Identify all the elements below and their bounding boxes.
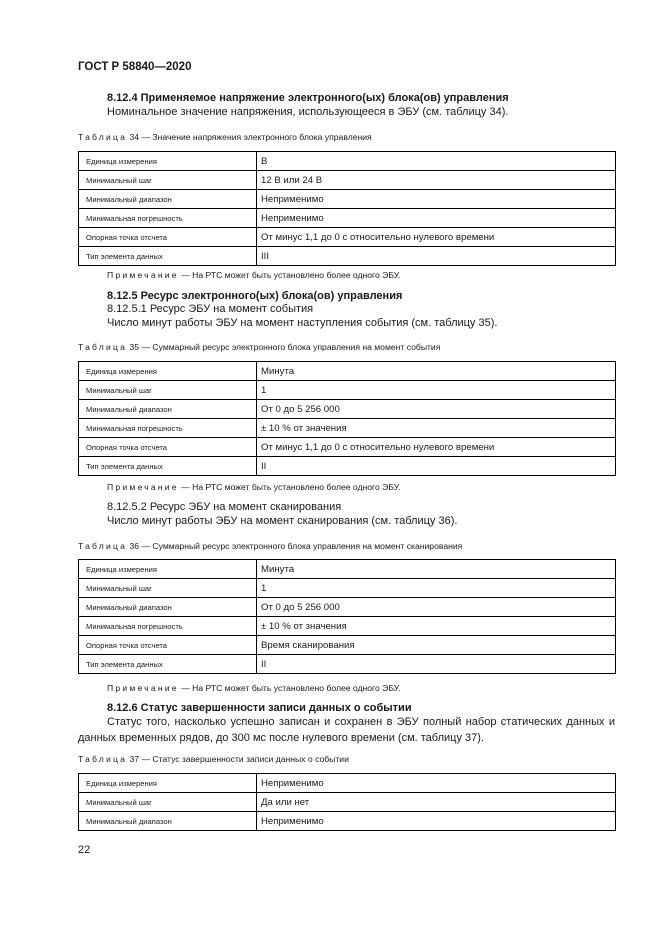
table-cell-value: II (257, 655, 616, 674)
table-cell-parameter: Минимальный диапазон (79, 812, 257, 831)
table-cell-parameter: Тип элемента данных (79, 655, 257, 674)
table-row (79, 400, 616, 419)
table-cell-value: 1 (257, 381, 616, 400)
section-heading-8-12-4: 8.12.4 Применяемое напряжение электронного(ых) блока(ов) управления (107, 92, 509, 104)
subsection-heading-8-12-5-1: 8.12.5.1 Ресурс ЭБУ на момент события (107, 303, 314, 315)
table-caption-text: 35 — Суммарный ресурс электронного блока управления на момент события (127, 342, 441, 352)
table-row (79, 247, 616, 266)
table-cell-value: От минус 1,1 до 0 с относительно нулевого времени (257, 228, 616, 247)
table-cell-value: ± 10 % от значения (257, 617, 616, 636)
table-cell-parameter: Минимальная погрешность (79, 419, 257, 438)
table-cell-value: ± 10 % от значения (257, 419, 616, 438)
table-row (79, 209, 616, 228)
table-cell-value: 12 В или 24 В (257, 171, 616, 190)
table-caption-text: 36 — Суммарный ресурс электронного блока управления на момент сканирования (127, 541, 463, 551)
table-cell-parameter: Минимальный диапазон (79, 400, 257, 419)
table-cell-parameter: Минимальная погрешность (79, 209, 257, 228)
table-row (79, 457, 616, 476)
table-cell-parameter: Единица измерения (79, 152, 257, 171)
table-cell-value: 1 (257, 579, 616, 598)
section-text-8-12-6: Статус того, насколько успешно записан и сохранен в ЭБУ полный набор статических данных и данных временных рядов, до 300 мс после нулевого времени (см. таблицу 37). (78, 716, 615, 744)
table-label: Таблица (78, 342, 128, 352)
table-cell-parameter: Единица измерения (79, 560, 257, 579)
table-cell-parameter: Минимальный шаг (79, 579, 257, 598)
table-cell-parameter: Минимальный шаг (79, 381, 257, 400)
table-cell-value: III (257, 247, 616, 266)
table-row (79, 381, 616, 400)
table-34-note (107, 270, 401, 280)
table-cell-parameter: Минимальный шаг (79, 793, 257, 812)
table-cell-parameter: Минимальный диапазон (79, 190, 257, 209)
section-text-8-12-5-2: Число минут работы ЭБУ на момент сканирования (см. таблицу 36). (107, 515, 458, 527)
table-cell-parameter: Тип элемента данных (79, 247, 257, 266)
section-text-8-12-4: Номинальное значение напряжения, использующееся в ЭБУ (см. таблицу 34). (107, 106, 509, 118)
table-row (79, 362, 616, 381)
table-35-note (107, 482, 401, 492)
table-cell-value: Неприменимо (257, 190, 616, 209)
table-cell-value: Неприменимо (257, 812, 616, 831)
table-36-caption (78, 541, 462, 551)
table-37 (78, 773, 616, 831)
table-cell-parameter: Минимальный диапазон (79, 598, 257, 617)
table-cell-value: Неприменимо (257, 209, 616, 228)
table-row (79, 152, 616, 171)
table-row (79, 171, 616, 190)
subsection-heading-8-12-5-2: 8.12.5.2 Ресурс ЭБУ на момент сканирования (107, 501, 342, 513)
section-text-8-12-5-1: Число минут работы ЭБУ на момент наступления события (см. таблицу 35). (107, 317, 498, 329)
document-header: ГОСТ Р 58840—2020 (78, 61, 192, 73)
note-label: Примечание (107, 482, 179, 492)
table-cell-parameter: Минимальный шаг (79, 171, 257, 190)
table-row (79, 579, 616, 598)
table-35-caption (78, 342, 440, 352)
note-label: Примечание (107, 270, 179, 280)
table-label: Таблица (78, 754, 128, 764)
page-number: 22 (78, 844, 91, 856)
note-text: — На РТС может быть установлено более одного ЭБУ. (178, 270, 401, 280)
table-cell-value: От 0 до 5 256 000 (257, 400, 616, 419)
table-cell-value: От 0 до 5 256 000 (257, 598, 616, 617)
note-text: — На РТС может быть установлено более одного ЭБУ. (178, 683, 401, 693)
table-cell-value: II (257, 457, 616, 476)
table-cell-value: Да или нет (257, 793, 616, 812)
table-37-caption (78, 754, 349, 764)
table-cell-value: Минута (257, 362, 616, 381)
table-row (79, 560, 616, 579)
note-label: Примечание (107, 683, 179, 693)
table-row (79, 228, 616, 247)
table-row (79, 774, 616, 793)
table-row (79, 793, 616, 812)
table-cell-parameter: Единица измерения (79, 774, 257, 793)
table-caption-text: 37 — Статус завершенности записи данных о событии (127, 754, 349, 764)
table-row (79, 190, 616, 209)
table-row (79, 438, 616, 457)
section-heading-8-12-5: 8.12.5 Ресурс электронного(ых) блока(ов) управления (107, 290, 403, 302)
section-heading-8-12-6: 8.12.6 Статус завершенности записи данных о событии (107, 702, 412, 714)
table-cell-parameter: Опорная точка отсчета (79, 636, 257, 655)
table-row (79, 598, 616, 617)
table-cell-value: Минута (257, 560, 616, 579)
table-caption-text: 34 — Значение напряжения электронного блока управления (127, 132, 372, 142)
table-36-note (107, 683, 401, 693)
table-row (79, 419, 616, 438)
table-row (79, 655, 616, 674)
table-row (79, 617, 616, 636)
table-cell-parameter: Опорная точка отсчета (79, 438, 257, 457)
table-cell-value: В (257, 152, 616, 171)
note-text: — На РТС может быть установлено более одного ЭБУ. (178, 482, 401, 492)
table-34-caption (78, 132, 372, 142)
table-cell-parameter: Минимальная погрешность (79, 617, 257, 636)
table-cell-parameter: Тип элемента данных (79, 457, 257, 476)
table-34 (78, 151, 616, 266)
table-cell-value: Неприменимо (257, 774, 616, 793)
table-cell-value: Время сканирования (257, 636, 616, 655)
table-36 (78, 559, 616, 674)
table-row (79, 812, 616, 831)
table-label: Таблица (78, 132, 128, 142)
table-cell-parameter: Опорная точка отсчета (79, 228, 257, 247)
table-row (79, 636, 616, 655)
table-cell-parameter: Единица измерения (79, 362, 257, 381)
table-cell-value: От минус 1,1 до 0 с относительно нулевого времени (257, 438, 616, 457)
table-label: Таблица (78, 541, 128, 551)
table-35 (78, 361, 616, 476)
